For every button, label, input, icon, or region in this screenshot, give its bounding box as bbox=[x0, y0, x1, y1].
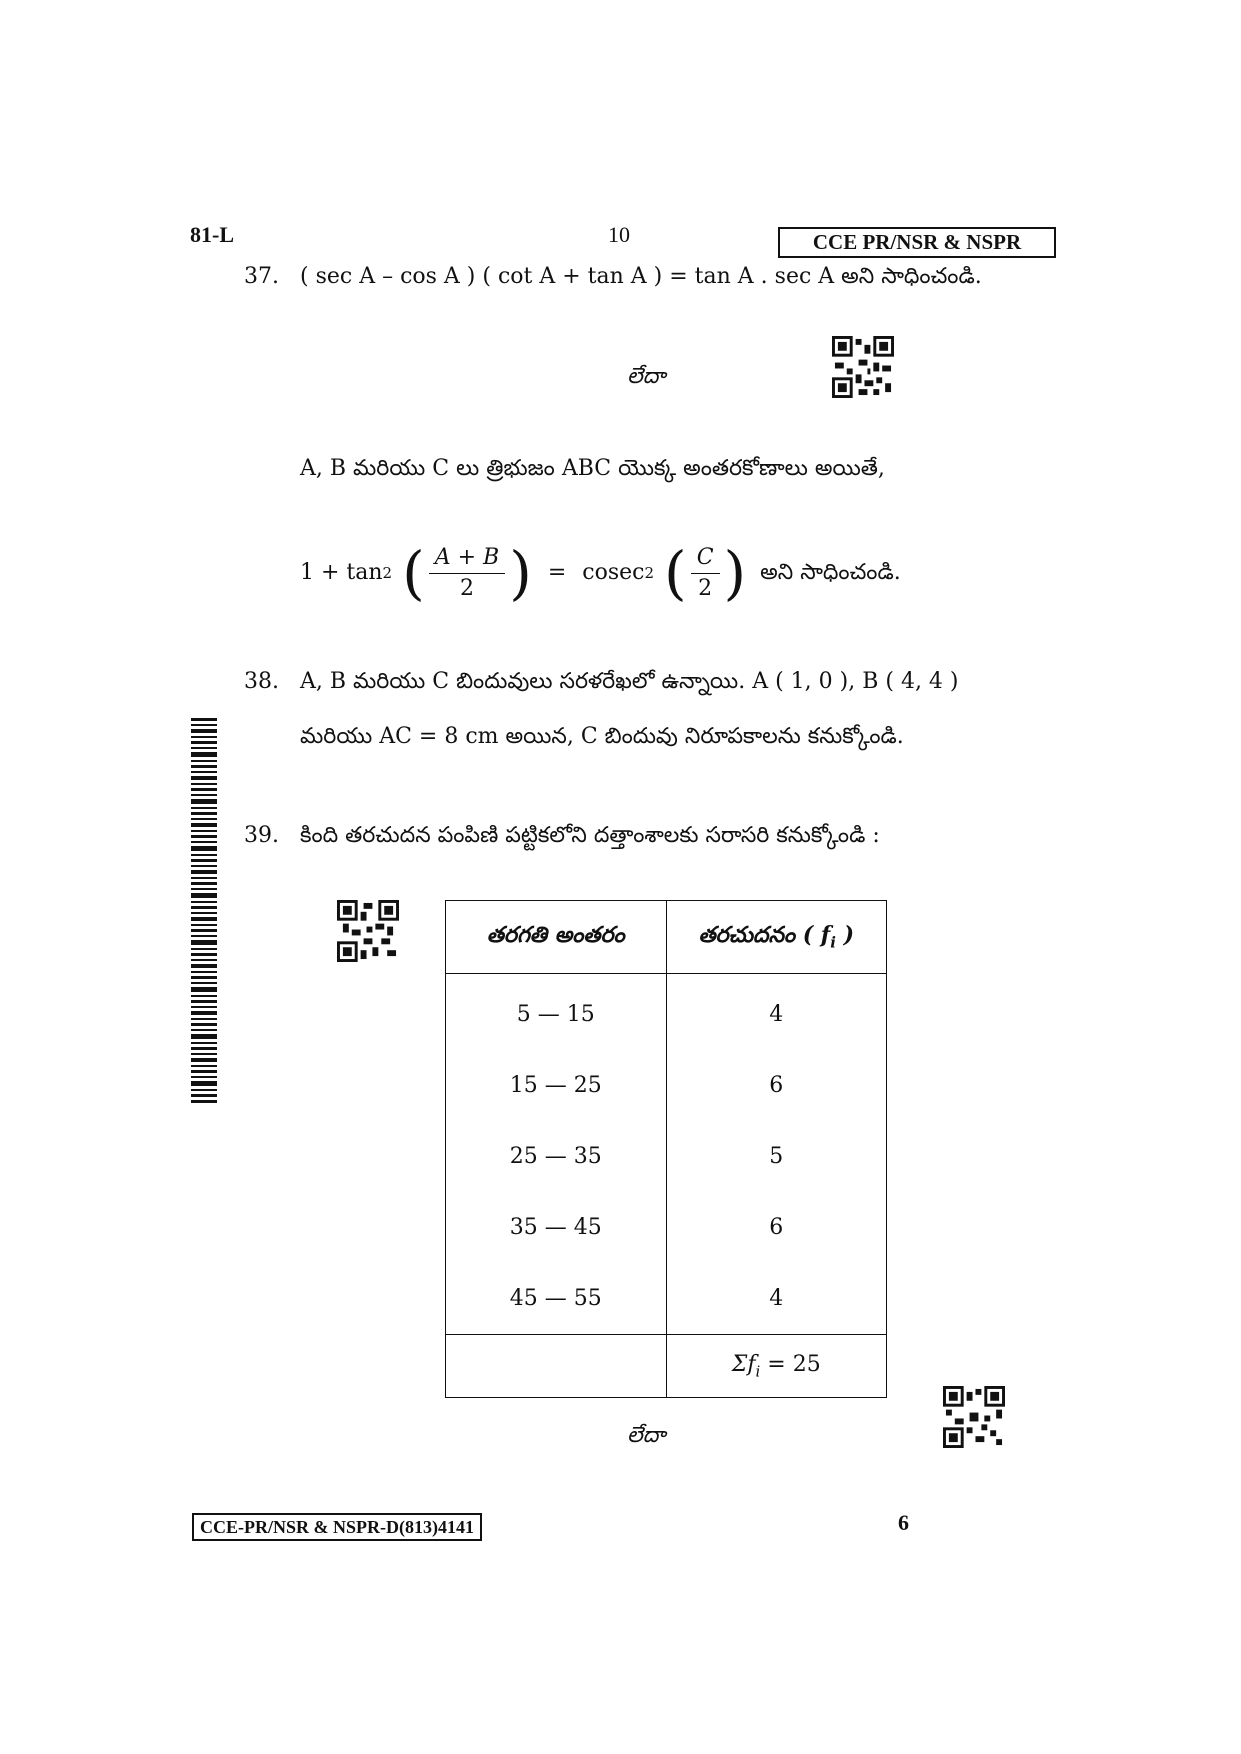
table-header-row bbox=[446, 901, 887, 974]
equals-sign: = bbox=[547, 560, 567, 585]
exam-title-box: CCE PR/NSR & NSPR bbox=[778, 227, 1056, 258]
alt-tail-text: అని సాధించండి. bbox=[760, 560, 901, 585]
column-header-frequency bbox=[666, 901, 887, 974]
qr-code-icon bbox=[337, 900, 399, 962]
table-row bbox=[446, 1050, 887, 1121]
barcode-icon bbox=[191, 718, 217, 1104]
rhs-exponent: 2 bbox=[644, 564, 655, 582]
page-number: 10 bbox=[608, 222, 630, 247]
table-row bbox=[446, 1263, 887, 1335]
fraction-a-plus-b bbox=[429, 543, 505, 604]
paper-code: 81-L bbox=[190, 222, 234, 247]
left-paren: ( bbox=[664, 539, 687, 607]
question-number: 37. bbox=[244, 264, 279, 289]
qr-code-icon bbox=[943, 1386, 1005, 1448]
header-frequency-close: ) bbox=[835, 921, 855, 948]
table-row bbox=[446, 974, 887, 1051]
sigma-subscript: i bbox=[755, 1362, 761, 1381]
qr-code-icon bbox=[832, 336, 894, 398]
class-interval-cell: 35 — 45 bbox=[446, 1192, 667, 1263]
or-label-39: లేదా bbox=[627, 1423, 666, 1448]
frequency-cell: 5 bbox=[666, 1121, 887, 1192]
footer-page-number: 6 bbox=[898, 1510, 909, 1535]
fraction-denominator: 2 bbox=[459, 575, 474, 601]
frequency-cell: 4 bbox=[666, 1263, 887, 1335]
question-37-alt-equation bbox=[300, 538, 901, 608]
column-header-class-interval: తరగతి అంతరం bbox=[446, 901, 667, 974]
frequency-cell: 6 bbox=[666, 1192, 887, 1263]
class-interval-cell: 25 — 35 bbox=[446, 1121, 667, 1192]
header-frequency-subscript: i bbox=[830, 932, 836, 951]
frequency-cell: 4 bbox=[666, 974, 887, 1051]
question-37-statement: ( sec A – cos A ) ( cot A + tan A ) = tan A . sec A అని సాధించండి. bbox=[300, 264, 982, 289]
question-38-line1: A, B మరియు C బిందువులు సరళరేఖలో ఉన్నాయి. A ( 1, 0 ), B ( 4, 4 ) bbox=[300, 669, 959, 694]
right-paren: ) bbox=[723, 539, 747, 607]
or-label-37: లేదా bbox=[627, 364, 666, 389]
table-total-row bbox=[446, 1335, 887, 1398]
header-frequency-text: తరచుదనం ( f bbox=[698, 921, 831, 948]
rhs-text: cosec bbox=[582, 560, 645, 585]
question-37-alt-line1: A, B మరియు C లు త్రిభుజం ABC యొక్క అంతరకోణాలు అయితే, bbox=[300, 456, 885, 481]
right-paren: ) bbox=[509, 539, 532, 607]
question-38-line2: మరియు AC = 8 cm అయిన, C బిందువు నిరూపకాలను కనుక్కోండి. bbox=[300, 724, 904, 749]
lhs-exponent: 2 bbox=[382, 564, 393, 582]
sigma-f: Σf bbox=[731, 1351, 756, 1377]
lhs-text: 1 + tan bbox=[300, 560, 383, 585]
table-row bbox=[446, 1121, 887, 1192]
table-row bbox=[446, 1192, 887, 1263]
fraction-denominator: 2 bbox=[698, 575, 713, 601]
question-number: 38. bbox=[244, 669, 279, 694]
question-37 bbox=[244, 262, 982, 292]
fraction-numerator: A + B bbox=[429, 543, 505, 574]
left-paren: ( bbox=[402, 539, 425, 607]
fraction-numerator: C bbox=[691, 543, 720, 574]
frequency-table bbox=[445, 900, 887, 1398]
footer-code-box: CCE-PR/NSR & NSPR-D(813)4141 bbox=[192, 1513, 482, 1541]
frequency-cell: 6 bbox=[666, 1050, 887, 1121]
fraction-c bbox=[691, 543, 720, 604]
class-interval-cell: 5 — 15 bbox=[446, 974, 667, 1051]
class-interval-cell: 45 — 55 bbox=[446, 1263, 667, 1335]
total-value: = 25 bbox=[760, 1351, 821, 1377]
question-39-statement: కింది తరచుదన పంపిణి పట్టికలోని దత్తాంశాలకు సరాసరి కనుక్కోండి : bbox=[300, 823, 880, 848]
question-number: 39. bbox=[244, 823, 279, 848]
empty-cell bbox=[446, 1335, 667, 1398]
question-39 bbox=[244, 821, 880, 851]
total-frequency-cell bbox=[666, 1335, 887, 1398]
class-interval-cell: 15 — 25 bbox=[446, 1050, 667, 1121]
question-38 bbox=[244, 667, 959, 697]
